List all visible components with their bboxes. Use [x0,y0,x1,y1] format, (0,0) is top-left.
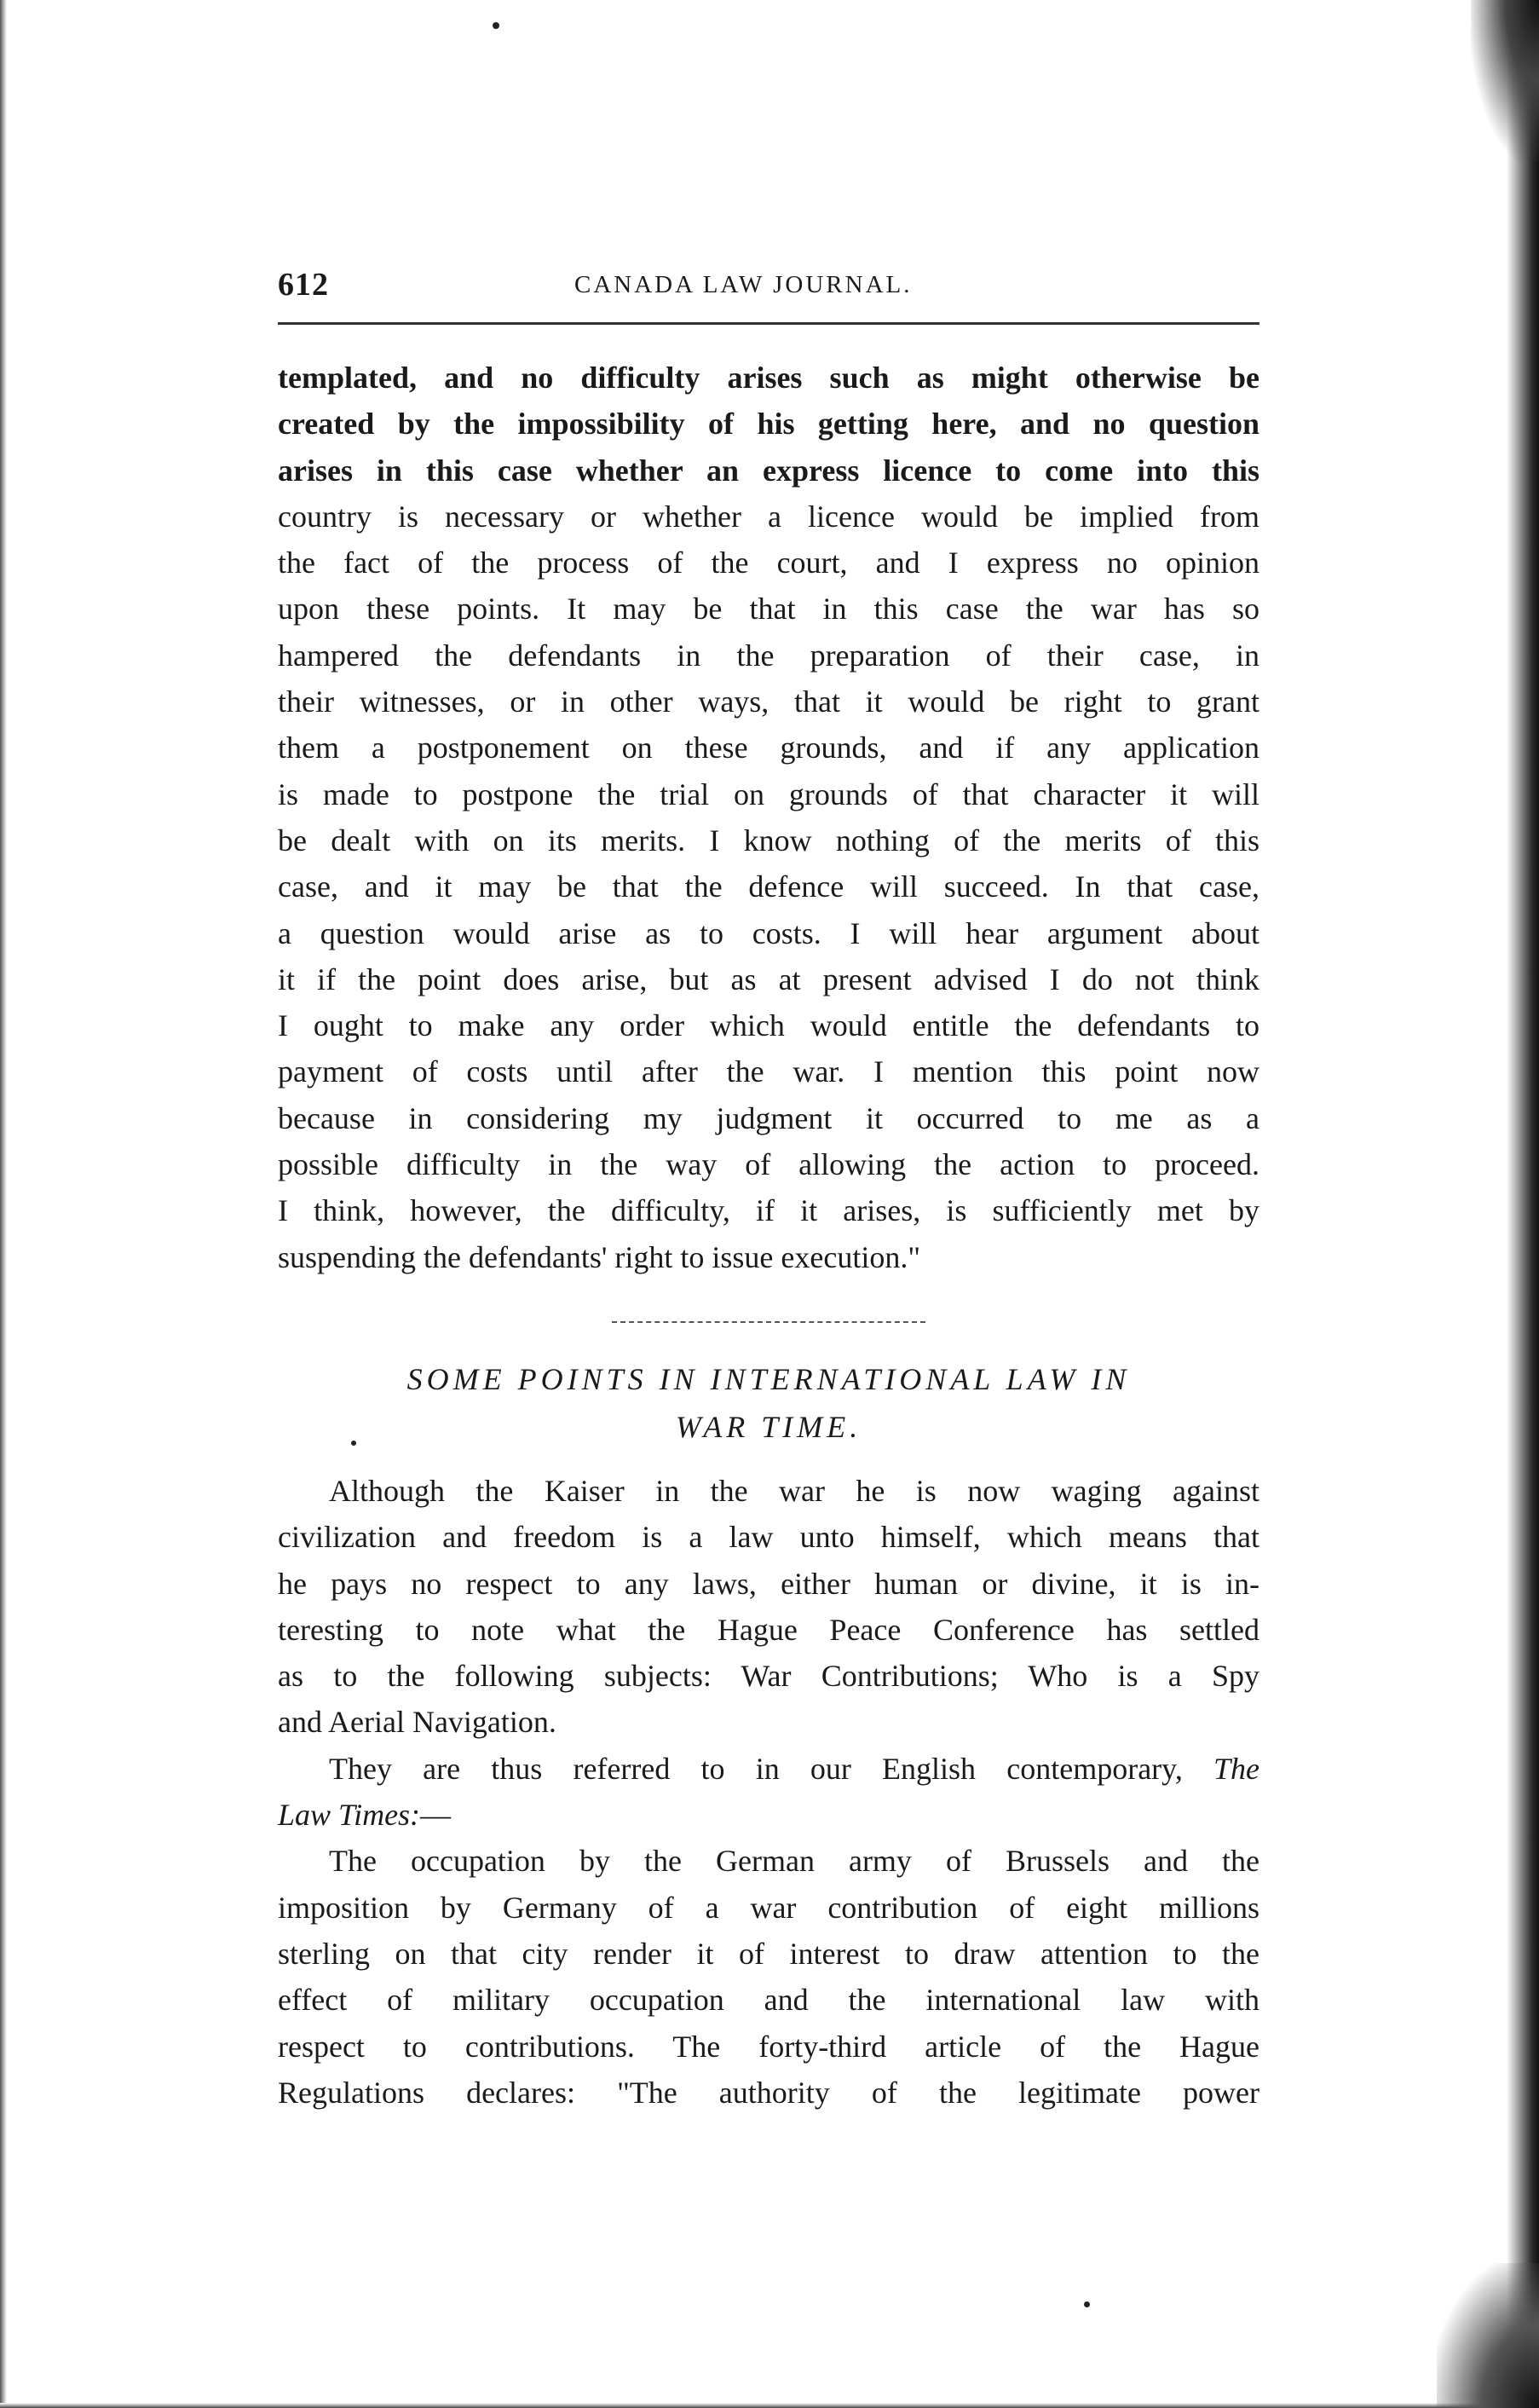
text-line: suspending the defendants' right to issue execution." [278,1239,921,1274]
text-line: hampered the defendants in the preparation of their case, in [278,638,1259,673]
book-page [278,256,1262,2110]
text-fragment: They are thus referred to in our English contemporary, [329,1751,1183,1786]
text-line: arises in this case whether an express licence to come into this [278,453,1259,488]
scan-top-right-smudge [1471,0,1539,162]
scan-left-edge [0,0,7,2408]
text-line: case, and it may be that the defence will succeed. In that case, [278,869,1259,904]
text-line: the fact of the process of the court, and I express no opinion [278,546,1259,580]
text-line: created by the impossibility of his getting here, and no question [278,407,1259,442]
running-head [278,256,1262,315]
text-line: as to the following subjects: War Contributions; Who is a Spy [278,1659,1259,1694]
scan-speck [1084,2301,1090,2307]
text-line: Regulations declares: "The authority of the legitimate power [278,2075,1259,2110]
text-line: imposition by Germany of a war contribution of eight millions [278,1890,1259,1925]
text-line [278,1746,1259,1792]
text-line: I ought to make any order which would entitle the defendants to [278,1008,1259,1043]
text-line: civilization and freedom is a law unto himself, which means that [278,1520,1259,1555]
text-line: be dealt with on its merits. I know nothing of the merits of this [278,823,1259,858]
text-line: respect to contributions. The forty-third article of the Hague [278,2029,1259,2064]
article-title [278,1355,1259,1451]
text-line: payment of costs until after the war. I mention this point now [278,1054,1259,1089]
text-line: I think, however, the difficulty, if it arises, is sufficiently met by [278,1193,1259,1228]
text-line: possible difficulty in the way of allowing the action to proceed. [278,1147,1259,1182]
page-number: 612 [278,267,329,303]
text-line: teresting to note what the Hague Peace Conference has settled [278,1612,1259,1647]
text-line: is made to postpone the trial on grounds of that character it will [278,777,1259,811]
publication-name: The [1213,1751,1260,1786]
text-line: it if the point does arise, but as at present advised I do not think [278,961,1259,996]
text-line: sterling on that city render it of interest to draw attention to the [278,1936,1259,1971]
publication-name: Law Times: [278,1798,421,1833]
text-line: because in considering my judgment it occurred to me as a [278,1100,1259,1135]
text-line: effect of military occupation and the international law with [278,1983,1259,2018]
scan-bottom-edge [0,2403,1539,2408]
text-line: The occupation by the German army of Brussels and the [329,1844,1259,1879]
text-line: Although the Kaiser in the war he is now waging against [329,1474,1259,1508]
text-line: templated, and no difficulty arises such as might otherwise be [278,361,1259,395]
article-title-line: WAR TIME. [675,1410,862,1444]
section-divider [612,1321,925,1323]
text-line: their witnesses, or in other ways, that it would be right to grant [278,684,1259,719]
scan-speck [493,22,499,29]
journal-title: CANADA LAW JOURNAL. [574,271,913,298]
text-line [278,1792,1259,1838]
text-line: a question would arise as to costs. I will hear argument about [278,915,1259,950]
text-line: them a postponement on these grounds, and if any application [278,730,1259,765]
scan-bottom-right-smudge [1437,2263,1539,2408]
text-line: he pays no respect to any laws, either human or divine, it is in- [278,1566,1259,1601]
text-line: country is necessary or whether a licence would be implied from [278,499,1259,534]
continuation-paragraph [278,355,1259,1280]
article-body [278,1468,1259,2116]
text-line: and Aerial Navigation. [278,1705,556,1740]
article-title-line: SOME POINTS IN INTERNATIONAL LAW IN [406,1362,1131,1396]
em-dash: — [420,1798,452,1833]
header-rule [278,322,1259,325]
scan-right-edge [1507,0,1539,2408]
text-line: upon these points. It may be that in this case the war has so [278,592,1259,627]
